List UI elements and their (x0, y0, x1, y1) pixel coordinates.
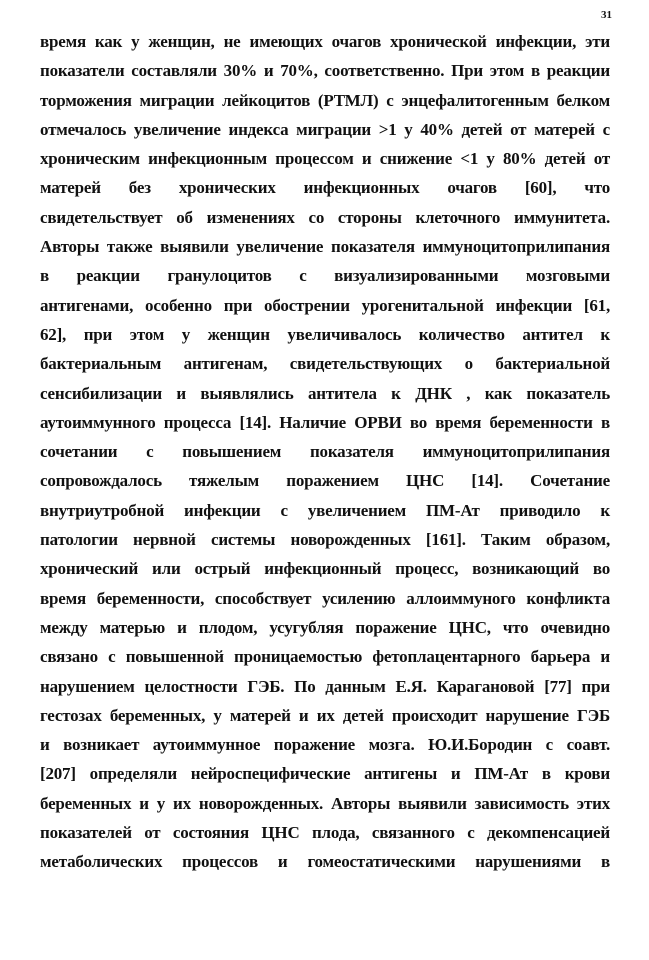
text-line: сенсибилизации и выявлялись антитела к ДНК , как показатель (40, 383, 610, 403)
text-line: хронический или острый инфекционный процесс, возникающий во (40, 559, 610, 579)
text-line: торможения миграции лейкоцитов (РТМЛ) с энцефалитогенным белком (40, 90, 610, 110)
text-line: хроническим инфекционным процессом и снижение <1 у 80% детей от (40, 149, 610, 169)
text-line: Авторы также выявили увеличение показателя иммуноцитоприлипания (40, 237, 610, 257)
text-line: свидетельствует об изменениях со стороны клеточного иммунитета. (40, 207, 610, 227)
text-line: нарушением целостности ГЭБ. По данным Е.Я. Карагановой [77] при (40, 676, 610, 696)
body-text (40, 27, 610, 877)
text-line: внутриутробной инфекции с увеличением ПМ-Ат приводило к (40, 500, 610, 520)
text-line: между матерью и плодом, усугубляя поражение ЦНС, что очевидно (40, 617, 610, 637)
page-number: 31 (601, 9, 612, 21)
text-line: беременных и у их новорожденных. Авторы выявили зависимость этих (40, 793, 610, 813)
text-line: связано с повышенной проницаемостью фетоплацентарного барьера и (40, 647, 610, 667)
text-line: бактериальным антигенам, свидетельствующих о бактериальной (40, 354, 610, 374)
text-line: 62], при этом у женщин увеличивалось количество антител к (40, 324, 610, 344)
text-line: время как у женщин, не имеющих очагов хронической инфекции, эти (40, 32, 610, 51)
text-line: в реакции гранулоцитов с визуализированными мозговыми (40, 266, 610, 286)
text-line: сопровождалось тяжелым поражением ЦНС [14]. Сочетание (40, 471, 610, 491)
text-line: метаболических процессов и гомеостатическими нарушениями в (40, 852, 610, 872)
text-line: и возникает аутоиммунное поражение мозга. Ю.И.Бородин с соавт. (40, 735, 610, 755)
text-line: гестозах беременных, у матерей и их детей происходит нарушение ГЭБ (40, 705, 610, 725)
text-line: [207] определяли нейроспецифические антигены и ПМ-Ат в крови (40, 764, 610, 784)
text-line: показателей от состояния ЦНС плода, связанного с декомпенсацией (40, 823, 610, 843)
text-line: время беременности, способствует усилению аллоиммуного конфликта (40, 588, 610, 608)
text-line: сочетании с повышением показателя иммуноцитоприлипания (40, 442, 610, 462)
text-line: отмечалось увеличение индекса миграции >1 у 40% детей от матерей с (40, 119, 610, 139)
text-line: антигенами, особенно при обострении урогенитальной инфекции [61, (40, 295, 610, 315)
text-line: показатели составляли 30% и 70%, соответственно. При этом в реакции (40, 61, 610, 81)
text-line: патологии нервной системы новорожденных [161]. Таким образом, (40, 530, 610, 550)
text-line: аутоиммунного процесса [14]. Наличие ОРВИ во время беременности в (40, 412, 610, 432)
text-line: матерей без хронических инфекционных очагов [60], что (40, 178, 610, 198)
